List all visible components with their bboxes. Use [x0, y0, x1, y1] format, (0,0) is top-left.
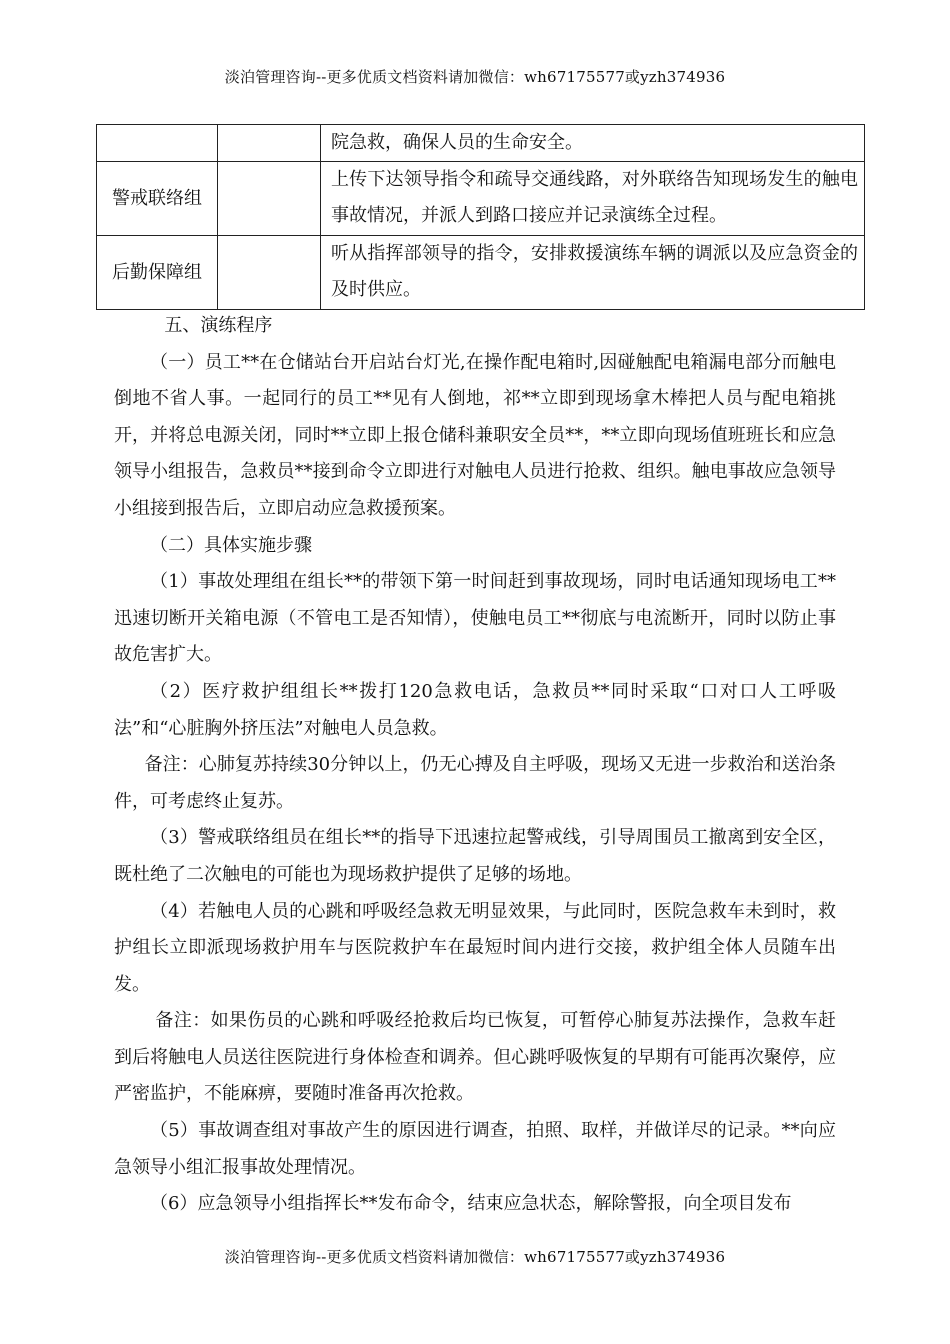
- paragraph: （4）若触电人员的心跳和呼吸经急救无明显效果，与此同时，医院急救车未到时，救护组长立即派现场救护用车与医院救护车在最短时间内进行交接，救护组全体人员随车出发。: [114, 900, 836, 995]
- duty-cell: 上传下达领导指令和疏导交通线路，对外联络告知现场发生的触电事故情况，并派人到路口接应并记录演练全过程。: [321, 162, 865, 236]
- table-row: [97, 236, 865, 310]
- table-row: [97, 125, 865, 162]
- page-footer: 淡泊管理咨询--更多优质文档资料请加微信：wh67175577或yzh374936: [224, 1248, 726, 1266]
- body-text: [114, 308, 836, 1223]
- subheading: （二）具体实施步骤: [150, 534, 312, 556]
- member-cell: [218, 162, 321, 236]
- roles-table: [96, 124, 865, 310]
- paragraph: （1）事故处理组在组长**的带领下第一时间赶到事故现场，同时电话通知现场电工**迅速切断开关箱电源（不管电工是否知情），使触电员工**彻底与电流断开，同时以防止事故危害扩大。: [114, 571, 836, 666]
- paragraph: （6）应急领导小组指挥长**发布命令，结束应急状态，解除警报，向全项目发布: [150, 1193, 792, 1215]
- paragraph: （5）事故调查组对事故产生的原因进行调查，拍照、取样，并做详尽的记录。**向应急领导小组汇报事故处理情况。: [114, 1120, 836, 1178]
- duty-cell: 院急救，确保人员的生命安全。: [321, 125, 865, 162]
- page-header: 淡泊管理咨询--更多优质文档资料请加微信：wh67175577或yzh374936: [224, 68, 726, 86]
- duty-cell: 听从指挥部领导的指令，安排救援演练车辆的调派以及应急资金的及时供应。: [321, 236, 865, 310]
- table-row: [97, 162, 865, 236]
- member-cell: [218, 125, 321, 162]
- group-cell: [97, 125, 218, 162]
- group-cell: 后勤保障组: [97, 236, 218, 310]
- group-cell: 警戒联络组: [97, 162, 218, 236]
- note-paragraph: 备注：如果伤员的心跳和呼吸经抢救后均已恢复，可暂停心肺复苏法操作，急救车赶到后将触电人员送往医院进行身体检查和调养。但心跳呼吸恢复的早期有可能再次聚停，应严密监护，不能麻痹，要随时准备再次抢救。: [114, 1010, 836, 1105]
- note-paragraph: 备注：心肺复苏持续30分钟以上，仍无心搏及自主呼吸，现场又无进一步救治和送治条件，可考虑终止复苏。: [114, 754, 836, 812]
- paragraph: （2）医疗救护组组长**拨打120急救电话，急救员**同时采取“口对口人工呼吸法”和“心脏胸外挤压法”对触电人员急救。: [114, 680, 836, 739]
- paragraph: （一）员工**在仓储站台开启站台灯光,在操作配电箱时,因碰触配电箱漏电部分而触电倒地不省人事。一起同行的员工**见有人倒地，祁**立即到现场拿木棒把人员与配电箱挑开，并将总电源关闭，同时**立即上报仓储科兼职安全员**，**立即向现场值班班长和应急领导小组报告，急救员**接到命令立即进行对触电人员进行抢救、组织。触电事故应急领导小组接到报告后，立即启动应急救援预案。: [114, 351, 836, 519]
- member-cell: [218, 236, 321, 310]
- section-title: 五、演练程序: [164, 315, 273, 336]
- paragraph: （3）警戒联络组员在组长**的指导下迅速拉起警戒线，引导周围员工撤离到安全区，既杜绝了二次触电的可能也为现场救护提供了足够的场地。: [114, 827, 836, 885]
